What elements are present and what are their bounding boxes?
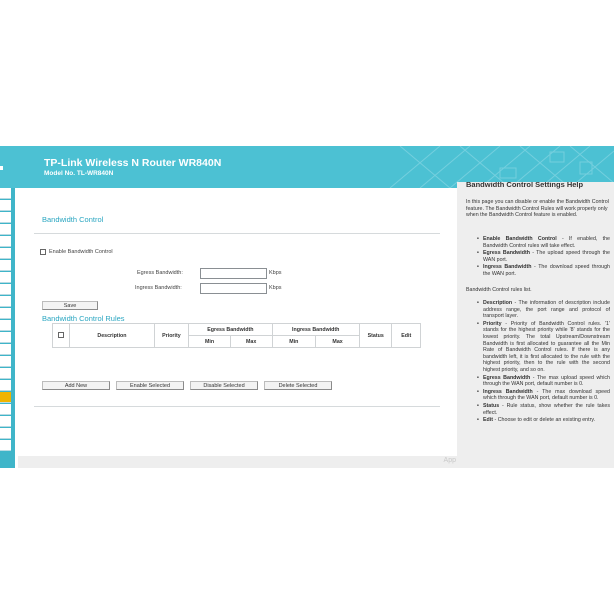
- menu-item[interactable]: [0, 428, 11, 439]
- help-item: [477, 389, 610, 402]
- col-edit: Edit: [392, 324, 421, 348]
- help-item-term: Egress Bandwidth: [483, 250, 530, 257]
- help-item: [477, 375, 610, 388]
- help-rules-list-heading: Bandwidth Control rules list.: [466, 287, 532, 293]
- help-item-text: - Rule status, show whether the rule takes effect.: [483, 402, 610, 416]
- menu-item[interactable]: [0, 248, 11, 259]
- enable-selected-button[interactable]: Enable Selected: [116, 381, 184, 390]
- menu-item[interactable]: [0, 380, 11, 391]
- menu-item[interactable]: [0, 236, 11, 247]
- help-item: [477, 300, 610, 320]
- help-item-text: - If enabled, the Bandwidth Control rules will take effect.: [483, 236, 610, 249]
- select-all-checkbox[interactable]: [58, 332, 64, 338]
- section-divider: [34, 233, 440, 234]
- col-egress-max: Max: [230, 336, 272, 348]
- help-item-text: - Choose to edit or delete an existing entry.: [493, 417, 596, 424]
- help-list-settings: [477, 236, 610, 279]
- ingress-bandwidth-input[interactable]: [200, 283, 267, 294]
- save-button[interactable]: Save: [42, 301, 98, 310]
- egress-label: Egress Bandwidth:: [137, 270, 183, 276]
- add-new-button[interactable]: Add New: [42, 381, 110, 390]
- rules-table: [52, 323, 421, 348]
- help-item-text: - The information of description include address range, the port range and protocol of transport layer.: [483, 300, 610, 320]
- help-item: [477, 236, 610, 249]
- egress-bandwidth-input[interactable]: [200, 268, 267, 279]
- help-item: [477, 321, 610, 374]
- help-intro: In this page you can disable or enable the Bandwidth Control feature. The Bandwidth Control Rules will work properly only when the Bandwidth Control feature is enabled.: [466, 199, 609, 219]
- help-item-text: - The download speed through the WAN port.: [483, 264, 610, 277]
- col-ingress-max: Max: [316, 336, 360, 348]
- menu-item[interactable]: [0, 308, 11, 319]
- help-item: [477, 264, 610, 277]
- help-item-term: Enable Bandwidth Control: [483, 236, 557, 242]
- help-item-term: Description: [483, 300, 513, 306]
- ingress-label: Ingress Bandwidth:: [135, 285, 182, 291]
- help-item-text: - The max upload speed which through the WAN port, default number is 0.: [483, 374, 610, 388]
- router-title: TP-Link Wireless N Router WR840N: [44, 157, 222, 169]
- rules-title: Bandwidth Control Rules: [42, 314, 125, 323]
- col-ingress: Ingress Bandwidth: [272, 324, 359, 336]
- menu-item[interactable]: [0, 404, 11, 415]
- menu-item[interactable]: [0, 296, 11, 307]
- help-item-term: Egress Bandwidth: [483, 374, 531, 381]
- menu-item[interactable]: [0, 272, 11, 283]
- menu-item[interactable]: [0, 440, 11, 451]
- help-item: [477, 250, 610, 263]
- menu-item[interactable]: [0, 212, 11, 223]
- help-item-text: - Priority of Bandwidth Control rules. '1' stands for the highest priority while '8' stands for the lowest priority. The total Upstream/Downstream Bandwidth is first allocated to guarantee all the Min Rate of Bandwidth Control rules. If there is any bandwidth left, it is first allocated to the rule with the highest priority, then to the rule with the second highest priority, and so on.: [483, 320, 610, 373]
- bottom-bar: [18, 456, 460, 468]
- router-admin-window: [0, 146, 614, 468]
- menu-item[interactable]: [0, 392, 11, 403]
- menu-item[interactable]: [0, 224, 11, 235]
- help-item-term: Edit: [483, 417, 494, 424]
- main-panel: [15, 188, 457, 468]
- model-number: Model No. TL-WR840N: [44, 170, 114, 177]
- help-item: [477, 403, 610, 416]
- menu-item[interactable]: [0, 200, 11, 211]
- help-item-term: Status: [483, 402, 500, 409]
- col-priority: Priority: [154, 324, 189, 348]
- left-menu: [0, 188, 15, 468]
- menu-item[interactable]: [0, 320, 11, 331]
- enable-bandwidth-label: Enable Bandwidth Control: [49, 249, 113, 255]
- help-item-term: Priority: [483, 320, 502, 327]
- help-item: [477, 417, 610, 424]
- section-title: Bandwidth Control: [42, 215, 104, 224]
- menu-item[interactable]: [0, 416, 11, 427]
- enable-bandwidth-checkbox[interactable]: [40, 249, 46, 255]
- nav-edge-mark: [0, 166, 3, 170]
- menu-item[interactable]: [0, 344, 11, 355]
- menu-item[interactable]: [0, 368, 11, 379]
- bottom-divider: [34, 406, 440, 407]
- menu-item[interactable]: [0, 356, 11, 367]
- help-item-text: - The upload speed through the WAN port.: [483, 250, 610, 263]
- help-list-rules: [477, 300, 610, 425]
- menu-item[interactable]: [0, 188, 11, 199]
- select-all-header: [53, 324, 70, 348]
- menu-item[interactable]: [0, 284, 11, 295]
- menu-item[interactable]: [0, 332, 11, 343]
- col-egress: Egress Bandwidth: [189, 324, 272, 336]
- ingress-unit: Kbps: [269, 285, 282, 291]
- help-item-term: Ingress Bandwidth: [483, 388, 533, 395]
- col-description: Description: [70, 324, 154, 348]
- egress-unit: Kbps: [269, 270, 282, 276]
- help-panel: [457, 182, 614, 468]
- app-partial-label: App: [443, 457, 456, 464]
- menu-item[interactable]: [0, 260, 11, 271]
- help-item-term: Ingress Bandwidth: [483, 264, 532, 271]
- disable-selected-button[interactable]: Disable Selected: [190, 381, 258, 390]
- help-title: Bandwidth Control Settings Help: [466, 182, 584, 189]
- help-item-text: - The max download speed which through the WAN port, default number is 0.: [483, 388, 610, 402]
- col-status: Status: [359, 324, 392, 348]
- col-egress-min: Min: [189, 336, 231, 348]
- col-ingress-min: Min: [272, 336, 316, 348]
- delete-selected-button[interactable]: Delete Selected: [264, 381, 332, 390]
